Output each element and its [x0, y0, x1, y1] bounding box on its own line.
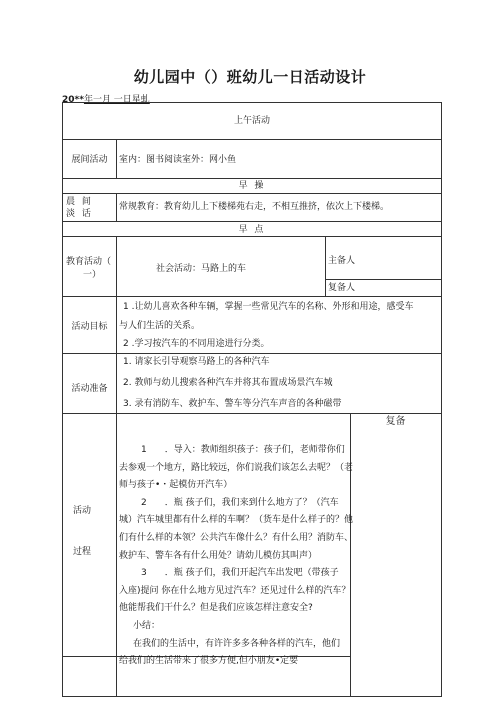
edu-label-2: 一） — [83, 270, 102, 280]
rule — [116, 193, 117, 221]
morning-header: 上午活动 — [233, 116, 270, 126]
goal-label: 活动目标 — [71, 322, 108, 332]
process-line: 他能帮我们干什么？但是我们应该怎样注意安全? — [119, 603, 313, 614]
morning-talk-label-1: 晨 间 — [66, 197, 93, 207]
review-label: 复备 — [385, 416, 406, 427]
rule — [325, 279, 441, 280]
rule — [63, 221, 441, 222]
page-title: 幼儿园中（）班幼儿一日活动设计 — [133, 68, 367, 86]
goal-1b: 与人们生活的关系。 — [119, 321, 201, 331]
process-line: 小结： — [133, 620, 161, 631]
unfold-content: 室内：图书阅读室外：网小鱼 — [119, 155, 237, 165]
process-line: 给我们的生活带来了很多方便,但小朋友•定要 — [119, 656, 299, 667]
process-line: 3 ．瓶 孩子们，我们开起汽车出发吧（带孩子 — [141, 568, 339, 579]
morning-talk-content: 常规教育：教育幼儿上下楼梯苑右走，不相互推挤，依次上下楼梯。 — [119, 202, 390, 212]
process-line: 2 ．瓶 孩子们，我们来到什么地方了？（汽车 — [141, 497, 339, 508]
process-line: 1 ．导入：教师组织孩子：孩子们，老师带你们 — [141, 445, 345, 455]
edu-label-1: 教育活动（ — [66, 257, 112, 267]
prep-item-2: 2. 教师与幼儿搜索各种汽车并将其布置成场景汽车城 — [123, 378, 333, 388]
rule — [63, 353, 441, 354]
preparer-label: 主备人 — [328, 256, 356, 266]
goal-2: 2 .学习按汽车的不同用途进行分类。 — [123, 339, 270, 349]
rule — [63, 236, 441, 237]
process-label-2: 过程 — [73, 547, 92, 557]
rule — [63, 178, 441, 179]
unfold-label: 展间活动 — [71, 155, 108, 165]
snack-label: 早 点 — [238, 225, 266, 235]
process-line: 城）汽车城里都有什么样的车啊？（货车是什么样子的？他 — [119, 515, 354, 526]
exercise-label: 早 操 — [238, 181, 266, 191]
date-rest: 年一月 一日星虬 — [83, 95, 150, 105]
rule — [325, 236, 326, 296]
rule — [63, 413, 441, 414]
activity-table — [62, 102, 442, 697]
process-text — [119, 442, 354, 671]
process-line: 在我们的生活中，有许许多多各种各样的汽车，他们 — [133, 638, 341, 649]
process-line: 师与孩子•・起模仿开汽车） — [119, 480, 233, 491]
prep-item-1: 1. 请家长引导观察马路上的各种汽车 — [123, 357, 270, 367]
date-year: 20** — [62, 95, 84, 105]
co-preparer-label: 复备人 — [328, 283, 356, 293]
rule — [63, 296, 441, 297]
prep-label: 活动准备 — [71, 384, 108, 394]
rule — [63, 139, 441, 140]
process-label-1: 活动 — [73, 506, 92, 516]
rule — [116, 236, 117, 696]
process-line: 入座)提问 你在什么地方见过汽车？还见过什么样的汽车？ — [119, 585, 351, 596]
process-line: 救护车、警车各有什么用处？请幼儿模仿其叫声） — [119, 550, 318, 561]
prep-item-3: 3. 录有消防车、救护车、警车等分汽车声音的各种磁带 — [123, 399, 342, 409]
process-line: 们有什么样的本领？公共汽车像什么？有什么用？消防车、 — [119, 532, 354, 543]
process-line: 去参观一个地方，路比较远，你们说我们该怎么去呢？（老 — [119, 462, 354, 473]
goal-1a: 1 .让幼儿喜欢各种车辆，掌握一些常见汽车的名称、外形和用途，感受车 — [123, 302, 414, 312]
morning-talk-label-2: 淡 话 — [66, 209, 93, 219]
rule — [63, 193, 441, 194]
rule — [116, 139, 117, 178]
edu-content: 社会活动：马路上的车 — [156, 264, 247, 274]
